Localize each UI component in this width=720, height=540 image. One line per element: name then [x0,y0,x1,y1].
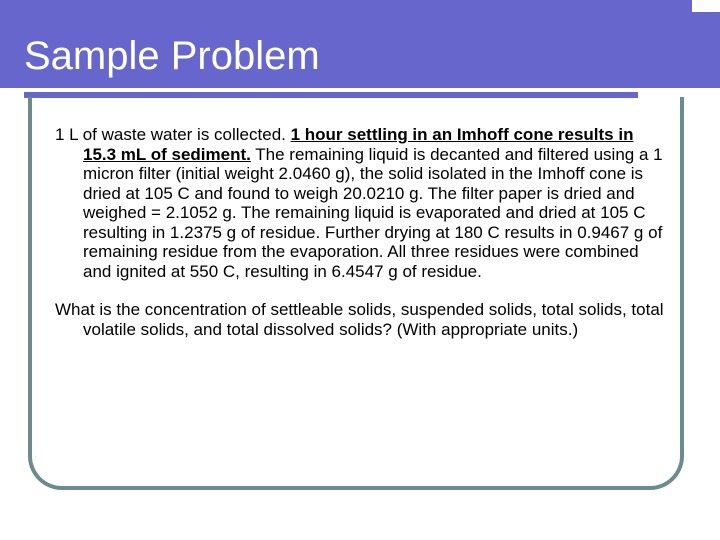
problem-intro: 1 L of waste water is collected. [55,125,291,144]
slide-title: Sample Problem [24,34,320,78]
slide-body [55,125,670,339]
title-bar-corner [692,0,720,12]
problem-paragraph [55,125,670,281]
question-paragraph: What is the concentration of settleable solids, suspended solids, total solids, total volatile solids, and total dissolved solids? (With appropriate units.) [55,300,664,339]
title-bar [0,0,720,88]
problem-underlined-text: 1 hour settling in an Imhoff cone results in 15.3 mL of sediment. [83,125,634,164]
problem-rest: The remaining liquid is decanted and filtered using a 1 micron filter (initial weight 2.0460 g), the solid isolated in the Imhoff cone is dried at 105 C and found to weigh 20.0210 g. The filter paper is dried and weighed = 2.1052 g. The remaining liquid is evaporated and dried at 105 C resulting in 1.2375 g of residue. Further drying at 180 C results in 0.9467 g of remaining residue from the evaporation. All three residues were combined and ignited at 550 C, resulting in 6.4547 g of residue. [83,144,663,281]
